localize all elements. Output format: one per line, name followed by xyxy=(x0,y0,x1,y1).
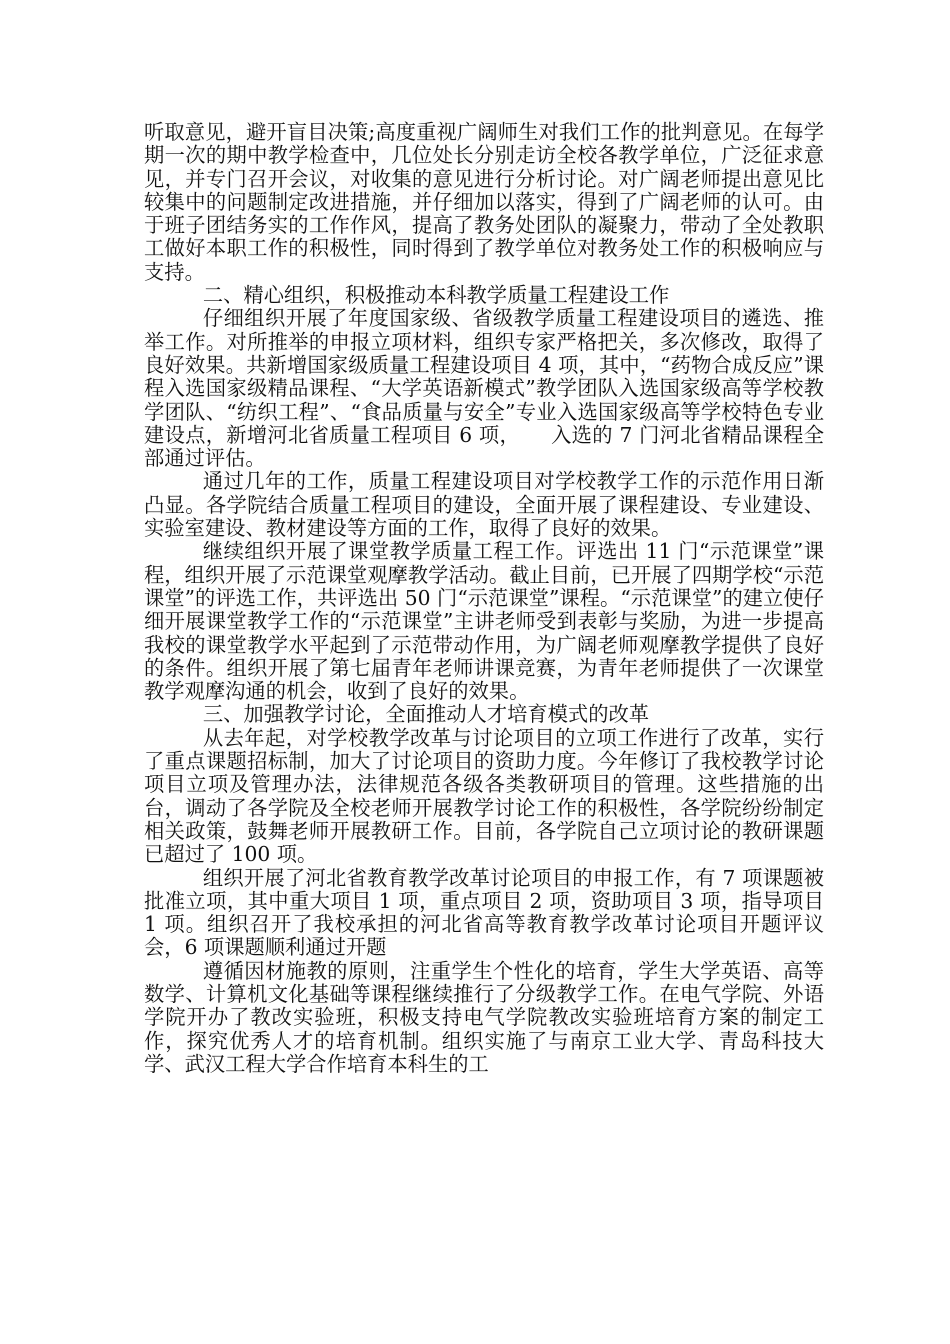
document-page xyxy=(144,121,824,1076)
section-heading-2: 二、精心组织，积极推动本科教学质量工程建设工作 xyxy=(202,283,670,308)
paragraph-provincial-projects: 组织开展了河北省教育教学改革讨论项目的申报工作，有 7 项课题被批准立项，其中重大项目 1 项，重点项目 2 项，资助项目 3 项，指导项目 1 项。组织召开了我校承担的河北省高等教育教学改革讨论项目开题评议会，6 项课题顺利通过开题 xyxy=(144,865,824,960)
paragraph-model-classroom: 继续组织开展了课堂教学质量工程工作。评选出 11 门“示范课堂”课程，组织开展了示范课堂观摩教学活动。截止目前，已开展了四期学校“示范课堂”的评选工作，共评选出 50 门“示范课堂”课程。“示范课堂”的建立使仔细开展课堂教学工作的“示范课堂”主讲老师受到表彰与奖励，为进一步提高我校的课堂教学水平起到了示范带动作用，为广阔老师观摩教学提供了良好的条件。组织开展了第七届青年老师讲课竞赛，为青年老师提供了一次课堂教学观摩沟通的机会，收到了良好的效果。 xyxy=(144,539,824,704)
paragraph-1: 听取意见，避开盲目决策;高度重视广阔师生对我们工作的批判意见。在每学期一次的期中教学检查中，几位处长分别走访全校各教学单位，广泛征求意见，并专门召开会议，对收集的意见进行分析讨论。对广阔老师提出意见比较集中的问题制定改进措施，并仔细加以落实，得到了广阔老师的认可。由于班子团结务实的工作作风，提高了教务处团队的凝聚力，带动了全处教职工做好本职工作的积极性，同时得到了教学单位对教务处工作的积极响应与支持。 xyxy=(144,120,824,284)
paragraph-research-reform: 从去年起，对学校教学改革与讨论项目的立项工作进行了改革，实行了重点课题招标制，加大了讨论项目的资助力度。今年修订了我校教学讨论项目立项及管理办法，法律规范各级各类教研项目的管理。这些措施的出台，调动了各学院及全校老师开展教学讨论工作的积极性，各学院纷纷制定相关政策，鼓舞老师开展教研工作。目前，各学院自己立项讨论的教研课题已超过了 100 项。 xyxy=(144,725,824,867)
section-heading-3: 三、加强教学讨论，全面推动人才培育模式的改革 xyxy=(202,702,650,727)
paragraph-tiered-teaching: 遵循因材施教的原则，注重学生个性化的培育，学生大学英语、高等数学、计算机文化基础等课程继续推行了分级教学工作。在电气学院、外语学院开办了教改实验班，积极支持电气学院教改实验班培育方案的制定工作，探究优秀人才的培育机制。组织实施了与南京工业大学、青岛科技大学、武汉工程大学合作培育本科生的工 xyxy=(144,958,824,1076)
paragraph-quality-projects: 仔细组织开展了年度国家级、省级教学质量工程建设项目的遴选、推举工作。对所推举的申报立项材料，组织专家严格把关，多次修改，取得了良好效果。共新增国家级质量工程建设项目 4 项，其中，“药物合成反应”课程入选国家级精品课程、“大学英语新模式”教学团队入选国家级高等学校教学团队、“纺织工程”、“食品质量与安全”专业入选国家级高等学校特色专业建设点，新增河北省质量工程项目 6 项， 入选的 7 门河北省精品课程全部通过评估。 xyxy=(144,306,824,471)
paragraph-demonstration-effect: 通过几年的工作，质量工程建设项目对学校教学工作的示范作用日渐凸显。各学院结合质量工程项目的建设，全面开展了课程建设、专业建设、实验室建设、教材建设等方面的工作，取得了良好的效果。 xyxy=(144,469,824,541)
